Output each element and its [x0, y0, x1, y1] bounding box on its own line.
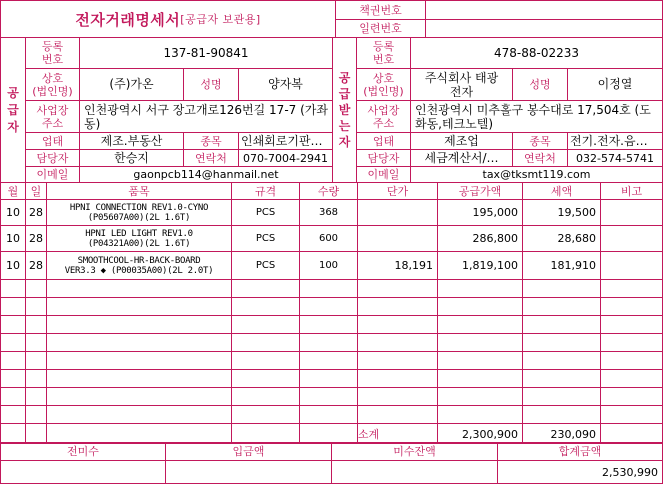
item-cell-note	[601, 316, 662, 334]
supplier-ceo: 양자복	[239, 69, 333, 101]
item-cell-spec: PCS	[232, 226, 300, 252]
item-cell-supply	[438, 280, 523, 298]
item-cell-qty	[300, 316, 358, 334]
item-cell-spec	[232, 388, 300, 406]
item-cell-item	[47, 352, 232, 370]
item-cell-supply	[438, 316, 523, 334]
item-cell-day	[26, 298, 47, 316]
col-tax-header: 세액	[523, 183, 601, 200]
unpaid-label: 미수잔액	[332, 443, 498, 461]
item-cell-supply	[438, 334, 523, 352]
item-cell-unit-price: 18,191	[358, 252, 438, 280]
item-cell-item	[47, 298, 232, 316]
receiver-manager-label: 담당자	[357, 150, 411, 167]
item-cell-supply: 1,819,100	[438, 252, 523, 280]
item-cell-month	[1, 388, 26, 406]
supplier-manager-label: 담당자	[26, 150, 80, 167]
item-cell-item	[47, 370, 232, 388]
prev-balance-label: 전미수	[1, 443, 166, 461]
item-cell-month	[1, 334, 26, 352]
item-cell-month: 10	[1, 252, 26, 280]
item-cell-tax	[523, 406, 601, 424]
col-unit-price-header: 단가	[358, 183, 438, 200]
item-cell-qty	[300, 334, 358, 352]
item-cell-month	[1, 370, 26, 388]
item-cell-note	[601, 298, 662, 316]
item-cell-note	[601, 370, 662, 388]
item-cell-tax	[523, 370, 601, 388]
supplier-ceo-label: 성명	[184, 69, 239, 101]
supplier-reg-label: 등록 번호	[26, 38, 80, 69]
item-cell-day	[26, 334, 47, 352]
item-cell-unit-price	[358, 388, 438, 406]
subtotal-supply: 2,300,900	[438, 426, 523, 443]
item-cell-unit-price	[358, 352, 438, 370]
subtotal-label: 소계	[300, 426, 438, 443]
item-cell-qty	[300, 280, 358, 298]
total-value: 2,530,990	[602, 465, 658, 479]
item-cell-unit-price	[358, 316, 438, 334]
item-cell-unit-price	[358, 370, 438, 388]
item-cell-note	[601, 226, 662, 252]
item-cell-tax	[523, 316, 601, 334]
item-cell-spec	[232, 280, 300, 298]
item-cell-note	[601, 200, 662, 226]
receiver-phone-label: 연락처	[513, 150, 568, 167]
supplier-email: gaonpcb114@hanmail.net	[80, 167, 333, 183]
item-cell-qty	[300, 370, 358, 388]
item-cell-month	[1, 298, 26, 316]
item-cell-day	[26, 280, 47, 298]
col-item-header: 품목	[47, 183, 232, 200]
item-cell-month	[1, 352, 26, 370]
receiver-biz-type: 제조업	[411, 133, 513, 150]
supplier-biz-type: 제조.부동산	[80, 133, 184, 150]
col-spec-header: 규격	[232, 183, 300, 200]
item-cell-day	[26, 388, 47, 406]
subtotal-note	[601, 426, 662, 443]
item-cell-day	[26, 316, 47, 334]
serial-no-value	[426, 20, 662, 38]
item-cell-month: 10	[1, 200, 26, 226]
item-cell-supply	[438, 370, 523, 388]
item-cell-tax	[523, 280, 601, 298]
col-note-header: 비고	[601, 183, 662, 200]
receiver-name: 주식회사 태광 전자	[411, 69, 513, 101]
supplier-biz-item: 인쇄회로기판…	[239, 133, 333, 150]
item-cell-day: 28	[26, 226, 47, 252]
item-cell-month	[1, 280, 26, 298]
col-month-header: 월	[1, 183, 26, 200]
item-cell-unit-price	[358, 280, 438, 298]
subtotal-tax: 230,090	[523, 426, 601, 443]
item-cell-item: HPNI LED LIGHT REV1.0 (P04321A00)(2L 1.6T)	[47, 226, 232, 252]
receiver-biz-type-label: 업태	[357, 133, 411, 150]
item-cell-unit-price	[358, 406, 438, 424]
receiver-addr-label: 사업장 주소	[357, 101, 411, 133]
received-value	[166, 461, 332, 483]
receiver-manager: 세금계산서/…	[411, 150, 513, 167]
col-qty-header: 수량	[300, 183, 358, 200]
item-cell-note	[601, 280, 662, 298]
item-cell-spec	[232, 352, 300, 370]
item-cell-supply: 195,000	[438, 200, 523, 226]
book-no-value	[426, 1, 662, 20]
item-cell-tax: 181,910	[523, 252, 601, 280]
item-cell-supply	[438, 352, 523, 370]
item-cell-unit-price	[358, 226, 438, 252]
item-cell-item	[47, 334, 232, 352]
supplier-addr: 인천광역시 서구 장고개로126번길 17-7 (가좌동)	[80, 101, 333, 133]
prev-balance-value	[1, 461, 166, 483]
receiver-biz-item-label: 종목	[513, 133, 568, 150]
item-cell-tax: 28,680	[523, 226, 601, 252]
item-cell-spec: PCS	[232, 200, 300, 226]
item-cell-item: SMOOTHCOOL-HR-BACK-BOARD VER3.3 ◆ (P00035A00)(2L 2.0T)	[47, 252, 232, 280]
item-cell-month	[1, 316, 26, 334]
item-cell-month	[1, 406, 26, 424]
supplier-side-label: 공 급 자	[1, 38, 26, 183]
item-cell-qty	[300, 352, 358, 370]
book-no-label: 책권번호	[336, 1, 426, 20]
item-cell-day: 28	[26, 200, 47, 226]
item-cell-tax	[523, 352, 601, 370]
receiver-name-label: 상호 (법인명)	[357, 69, 411, 101]
receiver-ceo: 이정열	[568, 69, 662, 101]
receiver-reg-no: 478-88-02233	[411, 38, 662, 69]
item-cell-supply	[438, 388, 523, 406]
item-cell-item	[47, 316, 232, 334]
supplier-manager: 한승지	[80, 150, 184, 167]
item-cell-spec	[232, 334, 300, 352]
item-cell-spec	[232, 370, 300, 388]
item-cell-item	[47, 280, 232, 298]
receiver-email-label: 이메일	[357, 167, 411, 183]
item-cell-unit-price	[358, 298, 438, 316]
supplier-biz-type-label: 업태	[26, 133, 80, 150]
item-cell-day: 28	[26, 252, 47, 280]
receiver-phone: 032-574-5741	[568, 150, 662, 167]
item-cell-spec	[232, 316, 300, 334]
supplier-addr-label: 사업장 주소	[26, 101, 80, 133]
item-cell-note	[601, 388, 662, 406]
supplier-phone: 070-7004-2941	[239, 150, 333, 167]
item-cell-day	[26, 352, 47, 370]
receiver-reg-label: 등록 번호	[357, 38, 411, 69]
document-title: 전자거래명세서	[75, 10, 181, 29]
item-cell-item	[47, 406, 232, 424]
unpaid-value	[332, 461, 498, 483]
item-cell-tax	[523, 334, 601, 352]
receiver-ceo-label: 성명	[513, 69, 568, 101]
receiver-addr: 인천광역시 미추홀구 봉수대로 17,504호 (도화동,테크노텔)	[411, 101, 662, 133]
receiver-side-label: 공 급 받 는 자	[333, 38, 357, 183]
item-cell-qty	[300, 298, 358, 316]
item-cell-qty: 600	[300, 226, 358, 252]
supplier-name: (주)가온	[80, 69, 184, 101]
item-cell-day	[26, 406, 47, 424]
item-cell-unit-price	[358, 334, 438, 352]
item-cell-tax	[523, 388, 601, 406]
item-cell-spec	[232, 298, 300, 316]
receiver-biz-item: 전기.전자.음…	[568, 133, 662, 150]
supplier-reg-no: 137-81-90841	[80, 38, 333, 69]
received-label: 입금액	[166, 443, 332, 461]
item-cell-note	[601, 406, 662, 424]
item-cell-qty	[300, 406, 358, 424]
item-cell-spec: PCS	[232, 252, 300, 280]
col-supply-header: 공급가액	[438, 183, 523, 200]
item-cell-qty: 100	[300, 252, 358, 280]
supplier-phone-label: 연락처	[184, 150, 239, 167]
supplier-name-label: 상호 (법인명)	[26, 69, 80, 101]
item-cell-supply	[438, 406, 523, 424]
item-cell-note	[601, 252, 662, 280]
item-cell-note	[601, 334, 662, 352]
item-cell-unit-price	[358, 200, 438, 226]
item-cell-item	[47, 388, 232, 406]
col-day-header: 일	[26, 183, 47, 200]
total-label: 합계금액	[498, 443, 662, 461]
item-cell-qty: 368	[300, 200, 358, 226]
supplier-biz-item-label: 종목	[184, 133, 239, 150]
receiver-email: tax@tksmt119.com	[411, 167, 662, 183]
document-subtitle: [공급자 보관용]	[180, 13, 261, 26]
item-cell-month: 10	[1, 226, 26, 252]
item-cell-spec	[232, 406, 300, 424]
item-cell-day	[26, 370, 47, 388]
item-cell-tax: 19,500	[523, 200, 601, 226]
item-cell-qty	[300, 388, 358, 406]
item-cell-note	[601, 352, 662, 370]
serial-no-label: 일련번호	[336, 20, 426, 38]
supplier-email-label: 이메일	[26, 167, 80, 183]
subtotal-spacer	[1, 426, 300, 443]
item-cell-supply	[438, 298, 523, 316]
item-cell-supply: 286,800	[438, 226, 523, 252]
item-cell-tax	[523, 298, 601, 316]
document-title-cell	[1, 1, 336, 38]
item-cell-item: HPNI CONNECTION REV1.0-CYNO (P05607A00)(2L 1.6T)	[47, 200, 232, 226]
